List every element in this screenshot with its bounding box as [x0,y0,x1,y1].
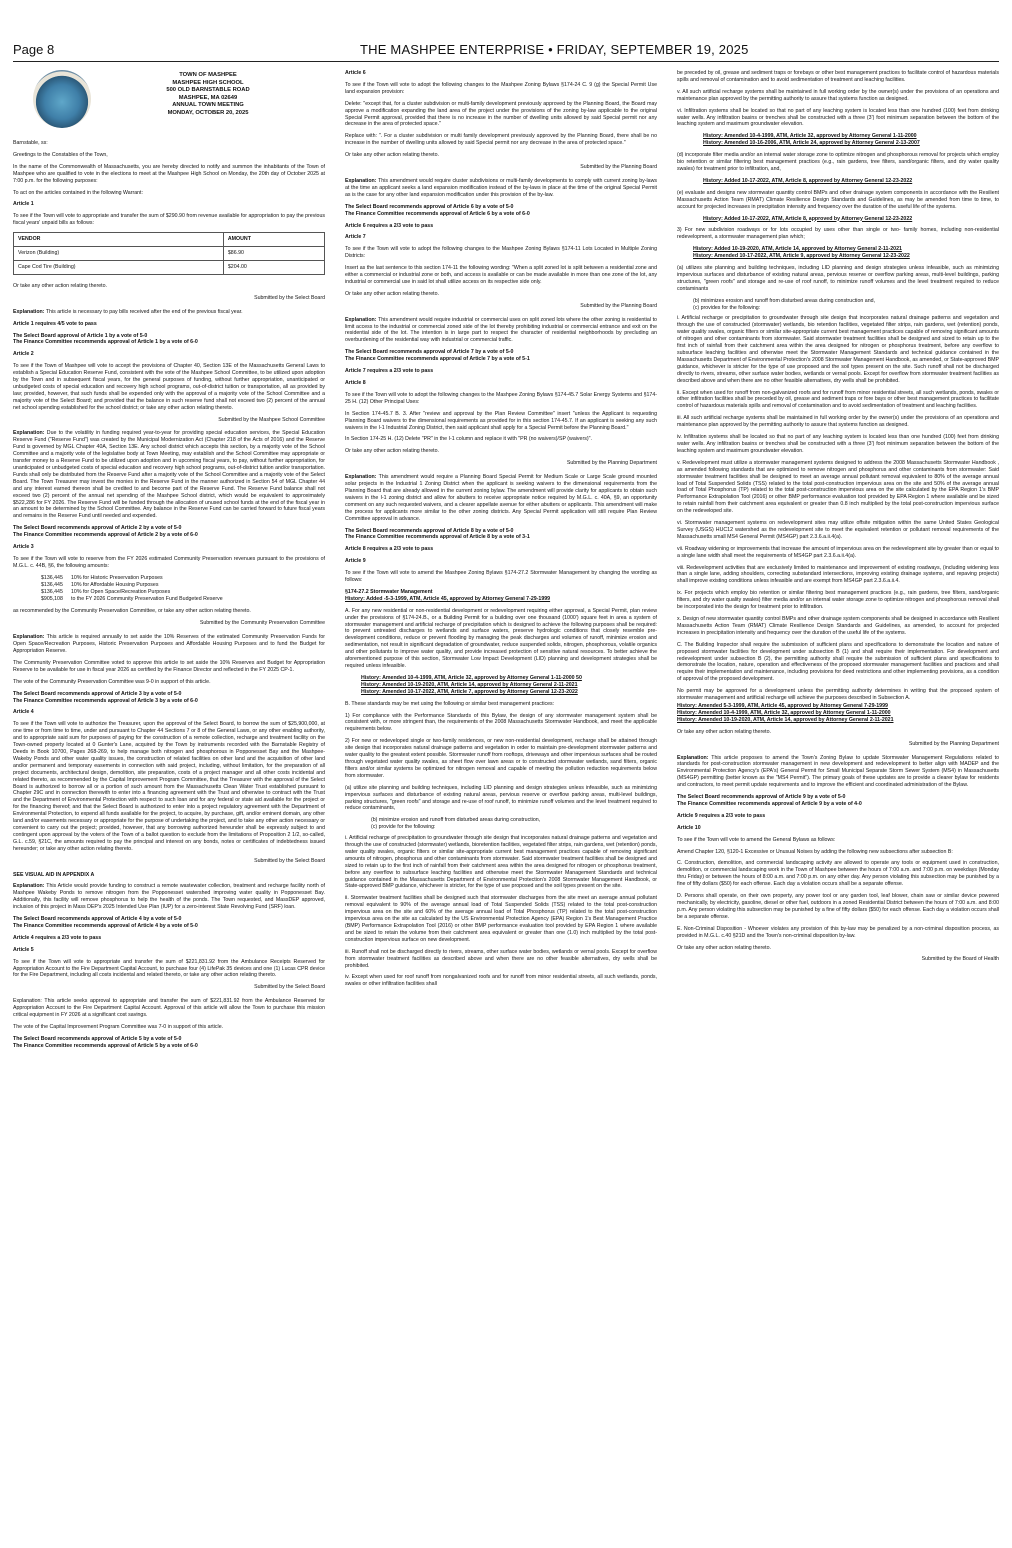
article-text: To see if the Town will vote to amend the Mashpee Zoning Bylaws §174-27.2 Stormwater Management by changing the wording as follows: [345,570,657,584]
table-header-row [14,233,325,247]
table-cell: Verizon (Building) [14,247,224,261]
submitted-by: Submitted by the Mashpee School Committee [218,416,325,423]
history-note: History: Amended 10-4-1999, ATM, Article 32, approved by Attorney General 1-11-2000 [703,133,917,140]
article-text: In Section 174-25 H. (12) Delete "PR" in the I-1 column and replace it with "PR (no waivers)/SP (waivers)". [345,436,592,443]
article-heading: Article 2 [13,351,34,358]
subsection: (a) utilize site planning and building techniques, including LID planning and design strategies unless infeasible, such as minimizing impervious surfaces and disturbance of existing natural areas, pervious reserve or overflow parking areas, multi-level buildings, parking structures, "green roofs" and storage and re-use of roof runoff, to minimize runoff volumes and the level treatment required to reduce contaminants, [345,784,657,812]
recommendation: The Select Board recommends approval of Article 4 by a vote of 5-0 [13,916,182,923]
subsection: 2) For new or redeveloped single or two-family residences, or new non-residential development, recharge shall be attained through site design that incorporates natural drainage patterns and vegetation in order to maintain pre-development stormwater patterns and water quality to the greatest extent possible. Stormwater runoff from rooftops, driveways and other impervious surfaces shall be routed through vegetated water quality swales, as sheet flow over lawn areas or to constructed stormwater wetlands, sand filters, organic filters and/or similar systems be optimized for nitrogen removal and capable of meeting the pollution reduction requirements below from stormwater. [345,738,657,779]
explanation-text: This amendment would require a Planning Board Special Permit for Medium Scale or Large Scale ground mounted solar projects in the Industrial 1 Zoning District when the applicant is seeking waivers to the dimensional requirements from the Planning Board that are already allowed in the current zoning bylaw. The amendment will provide clarity for applicants to obtain such waivers in the I-1 zoning district and allow for abutters to receive appropriate notice required by M.G.L. c. 40A, §9, an opportunity comment on any such requested waivers, and a clearer appellate avenue for either abutters or applicants. This amendment will make the process for applicants more similar to the other zoning districts. Any Special Permit application will still require Plan Review Committee approval in advance. [345,474,657,522]
recommendation: The Finance Committee recommends approval of Article 7 by a vote of 5-1 [345,356,530,363]
table-header: AMOUNT [223,233,324,247]
explanation [677,755,999,790]
article-text: Amend Chapter 120, §120-1 Excessive or Unusual Noises by adding the following new subsections after subsection B: [677,848,953,855]
article-heading: Article 5 [13,946,34,953]
explanation-text: This article proposes to amend the Town's Zoning Bylaw to update Stormwater Management Regulations related to standards for post-construction stormwater management in new development and redevelopment to better align with MADEP and the Environmental Protection Agency's (EPA's) General Permit for Small Municipal Separate Storm Sewer System (MS4) in Massachusetts (MS4GP) permitting (better known as the "MS4 Permit"). The primary goals of these updates are to provide a clearer bylaw for residents and contractors, to meet permit update requirements and to improve the efficient and coordinated administration of the Bylaw. [677,754,999,789]
intro-line: To act on the articles contained in the following Warrant: [13,189,143,196]
history-note: History: Amended 10-4-1999, ATM, Article 32, approved by Attorney General 1-11-2000 [677,709,891,716]
other-action: Or take any other action relating thereto. [13,282,107,289]
subsection: be preceded by oil, grease and sediment traps or forebays or other best management practices to facilitate control of hazardous materials spills and removal of contamination and to avoid sedimentation of treatment and leaching facilities. [677,70,999,83]
explanation-label: Explanation: [13,634,45,641]
vendor-table [13,232,325,275]
fund-list [41,575,325,603]
recommendation: The Finance Committee recommends approval of Article 3 by a vote of 6-0 [13,697,198,704]
subsection: 1) For compliance with the Performance Standards of this Bylaw, the design of any stormwater management system shall be consistent with, or more stringent than, the requirements of the 2008 Massachusetts Stormwater Handbook, and meet the applicable requirements below. [345,712,657,733]
column-1 [13,70,325,1538]
article-text: The vote of the Community Preservation Committee was 9-0 in support of this article. [13,678,211,685]
page-number: Page 8 [13,42,55,57]
vote-requirement: Article 8 requires a 2/3 vote to pass [345,546,434,553]
subsection: iv. Infiltration systems shall be located so that no part of any leaching system is located less than one hundred (100) feet from drinking water wells. Any infiltration basins or trenches shall be constructed with a three (3') foot minimum separation between the bottom of the leaching system and maximum groundwater elevation. [677,434,999,454]
recommendation: The Select Board recommends approval of Article 9 by a vote of 5-0 [677,794,846,801]
article-text: In Section 174-45.7 B. 3. After "review and approval by the Plan Review Committee" insert "unless the Applicant is requesting Planning Board waivers to the dimensional requirements as provided for in this section 174-45.7. If an applicant is seeking any such waivers in the I-1 Industrial Zoning District, then said applicant shall apply for a Special Permit before the Planning Board." [345,410,657,431]
meeting-line: ANNUAL TOWN MEETING [172,102,244,109]
submitted-by: Submitted by the Select Board [254,984,325,991]
article-text: To see if the Town will vote to amend the General Bylaws as follows: [677,836,836,843]
table-row [14,247,325,261]
subsection: (c) provide for the following: [371,824,436,831]
list-item [41,589,325,596]
meeting-line: 500 OLD BARNSTABLE ROAD [166,87,250,94]
subsection: vi. Infiltration systems shall be located so that no part of any leaching system is located less than one hundred (100) feet from drinking water wells. Any infiltration basins or trenches shall be constructed with a three (3') foot minimum separation between the bottom of the leaching system and maximum groundwater elevation. [677,107,999,128]
meeting-line: MASHPEE, MA 02649 [178,94,238,101]
recommendation: The Select Board recommends approval of Article 3 by a vote of 5-0 [13,690,182,697]
subsection: x. Design of new stormwater quantity control BMPs and other drainage system components shall be designed in accordance with Resilient Massachusetts Action Team (RMAT) Climate Resilience Design Standards and Guidelines, as amended, to account for projected increases in precipitation intensity and frequency over the duration of the useful life of the systems. [677,616,999,636]
history-note: History: Added -5-3-1999, ATM, Article 45, approved by Attorney General 7-29-1999 [345,595,551,602]
recommendation: The Select Board recommends approval of Article 7 by a vote of 5-0 [345,349,514,356]
meeting-line: MONDAY, OCTOBER 20, 2025 [167,109,249,116]
recommendation: The Finance Committee recommends approval of Article 8 by a vote of 3-1 [345,534,530,541]
article-text: Delete: "except that, for a cluster subdivision or multi-family development previously approved by the Planning Board, the Board may approve a modification expanding the land area of the project under the provisions of the zoning by-law applicable to the original Special Permit approval, provided that there is no increase in the number of dwelling units allowed by said Special permit nor any decrease in the area of protected space." [345,100,657,128]
subsection: D. Persons shall operate, on their own property, any power tool or any garden tool, leaf blower, chain saw or similar device powered mechanically, by electricity, gasoline, diesel or other fuel, outdoors in a zoned Residential District between the hours of 7:00 a.m. and 8:00 p.m. Any person violating this subsection may be punished by a fine of fifty dollars ($50) for each offense. Each day a violation occurs shall be a separate offense. [677,893,999,920]
fund-purpose: 10% for Affordable Housing Purposes [71,581,159,588]
table-row [14,260,325,274]
column-3 [677,70,999,1538]
subsection: iii. Runoff shall not be discharged directly to rivers, streams, other surface water bodies, wetlands or vernal pools. Except for overflow from stormwater treatment facilities as described above and when there are no other feasible alternatives, dry wells shall be prohibited. [345,948,657,969]
explanation [13,309,325,316]
list-item [41,596,325,603]
fund-amount: $136,445 [41,574,63,581]
recommendation: The Select Board recommends approval of Article 2 by a vote of 5-0 [13,525,182,532]
article-text: No permit may be approved for a development unless the permitting authority determines in writing that the proposed system of stormwater management and artificial recharge will achieve the purposes described in Subsection A. [677,688,999,702]
article-heading: Article 1 [13,201,34,208]
vote-requirement: Article 7 requires a 2/3 vote to pass [345,368,434,375]
article-text: The Community Preservation Committee voted to approve this article to set aside the 10% Reserves and Budget for Appropriation Reserve to be available for use in fiscal year 2026 as certified by the Finance Director and reflected in the FY 2025 CP-1. [13,659,325,673]
subsection: (b) minimizes erosion and runoff from disturbed areas during construction and, [693,297,875,304]
history-note: History: Amended 10-17-2022, ATM, Article 9, approved by Attorney General 12-23-2022 [693,253,910,260]
explanation-text: This article is necessary to pay bills received after the end of the previous fiscal year. [45,308,243,315]
submitted-by: Submitted by the Select Board [254,294,325,301]
article-text: The vote of the Capital Improvement Program Committee was 7-0 in support of this article. [13,1024,224,1030]
history-note: History: Amended 10-19-2020, ATM, Article 14, approved by Attorney General 2-11-2021 [361,681,578,688]
explanation [345,474,657,522]
section-title: §174-27.2 Stormwater Management [345,588,433,595]
subsection: (e) evaluate and designs new stormwater quantity control BMPs and other drainage system components in accordance with the Resilient Massachusetts Action Team (RMAT) Climate Resilience Design Standards and Guidelines, as may be amended from time to time, to account for projected increases in precipitation intensity and frequency over the duration of the useful life of the systems. [677,189,999,210]
recommendation: The Select Board recommends approval of Article 5 by a vote of 5-0 [13,1035,182,1042]
meeting-line: TOWN OF MASHPEE [179,72,237,78]
explanation-label: Explanation: [13,308,45,315]
subsection: B. These standards may be met using the following or similar best management practices: [345,700,555,707]
subsection: C. The Building Inspector shall require the submission of sufficient plans and specifications to demonstrate the location and nature of proposed stormwater facilities for development under subsection B (1) and shall require their implementation. For development and redevelopment under subsection B (2), the permitting authority shall require the submission of sufficient plans and specifications to demonstrate the location, nature, operation and effectiveness of the proposed stormwater management facilities and practices and shall require their implementation and maintenance, including provisions for deed restrictions and other implementing provisions, as a condition of approval of the proposed development. [677,641,999,683]
history-note: History: Amended 10-19-2020, ATM, Article 14, approved by Attorney General 2-11-2021 [677,716,894,723]
article-heading: Article 10 [677,824,701,831]
submitted-by: Submitted by the Select Board [254,857,325,864]
table-header: VENDOR [14,233,224,247]
subsection: viii. Redevelopment activities that are exclusively limited to maintenance and improvement of existing roadways, (including widening less than a single lane, adding shoulders, correcting substandard intersections, improving existing drainage systems, and repaving projects) shall improve existing conditions unless infeasible and are exempt from MS4GP part 2.3.6.a.ii.4. [677,564,999,585]
explanation [345,178,657,199]
subsection: ii. Stormwater treatment facilities shall be designed such that stormwater discharges from the site meet an average annual pollutant removal equivalent to 90% of the average annual load of Total Suspended Solids (TSS) related to the total post-construction impervious area on the site and 60% of the average annual load of Total Phosphorus (TP) related to the total post-construction impervious area on the site as calculated by the US Environmental Protection Agency (EPA) Region 1's Best Management Practice (BMP) Performance Extrapolation Tool (2016) or other BMP performance evaluation tool provided by EPA Region 1 where available and be sized to retain the volume from their catchment area equivalent or greater than one (1.0) inch multiplied by the total post-construction impervious surface on new development. [345,895,657,943]
subsection: A. For any new residential or non-residential development or redevelopment requiring either approval, a Special Permit, plan review under the provisions of §174-24.B., or a Building Permit for a building over one thousand (1000') square feet in area a system of stormwater management and artificial recharge of precipitation which is designed to achieve the following purposes shall be required: to prevent untreated discharges to wetlands and surface waters, preserve hydrologic conditions that closely resemble pre- development conditions, reduce or prevent flooding by managing the peak discharges and volumes of runoff, minimize erosion and sedimentation, not result in significant degradation of groundwater, reduce suspended solids, nitrogen, phosphorous, volatile organics and other pollutants to improve water quality, and provide increased protection of sensitive natural resources. To better achieve the aforementioned purpose of this section, Stormwater Low Impact Development (LID) planning and development strategies shall be required unless infeasible. [345,607,657,669]
fund-amount: $905,108 [41,595,63,602]
article-text: To see if the Town will vote to adopt the following changes to the Mashpee Zoning Bylaws §174-24 C. 9 (g) the Special Permit Use land expansion provision: [345,81,657,95]
explanation-label: Explanation: [13,430,45,437]
recommendation: The Finance Committee recommends approval of Article 9 by a vote of 4-0 [677,800,862,807]
vote-requirement: Article 9 requires a 2/3 vote to pass [677,812,766,819]
article-text: as recommended by the Community Preservation Committee, or take any other action relating thereto. [13,608,251,615]
subsection: v. All such artificial recharge systems shall be maintained in full working order by the owner(s) under the provisions of an operations and maintenance plan approved by the permitting authority to assure that systems function as designed. [677,88,999,102]
article-text: To see if the Town will vote to reserve from the FY 2026 estimated Community Preservation revenues pursuant to the provisions of M.G.L. c. 44B, §6, the following amounts: [13,555,325,569]
explanation [345,317,657,345]
intro-line: Barnstable, ss: [13,140,48,146]
explanation-text: This amendment would require industrial or commercial uses on split zoned lots where the other zoning is residential to limit access to the industrial or commercial zoned side of the lot thereby prohibiting industrial or commercial entrance and exit on the residential side of the lot. The intention is in large part to respect the character of residential neighborhoods by precluding an overburdening of the residential way with industrial or commercial traffic. [345,316,657,344]
explanation-label: Explanation: [345,177,377,184]
column-2 [345,70,657,1538]
article-text: To see if the Town will vote to adopt the following changes to the Mashpee Zoning Bylaws §174-45.7 Solar Energy Systems and §174-25 H. (12) Other Principal Uses: [345,391,657,405]
explanation-text: Due to the volatility in funding required year-to-year for providing special education services, the Special Education Reserve Fund (“Reserve Fund”) was created by the Municipal Modernization Act (Chapter 218 of the Acts of 2016) and the Reserve Fund is governed by MGL Chapter 40A, Section 13E. Any school district which accepts this section, by a majority vote of the School Committee and a majority vote of the legislative body at Town Meeting, may establish and the School Committee may appropriate or transfer money to a Reserve Fund to be utilized upon adoption and in upcoming fiscal years, to pay, without further appropriation, for unanticipated or unbudgeted costs of special education and recovery high school programs, out-of-district tuition and/or transportation. Funds shall only be distributed from the Reserve Fund after a majority vote of the School Committee and a majority vote of the Select Board. The Town Treasurer may invest the monies in the Reserve Fund in the manner authorized in Section 54 of MGL Chapter 44 and any interest earned thereon shall be credited to and become part of the Reserve Fund. The Reserve Fund balance shall not exceed two (2) percent of the annual net spending of the Mashpee School district, which would be equivalent to approximately $522,286 for FY 2026. The Reserve Fund will be funded through the allocation of unused school funds at the end of the fiscal year in an amount to be determined by the School Committee. Any balance in the Reserve Fund can be carried forward to future fiscal years and remains in the Reserve Fund until needed and expended. [13,430,325,520]
explanation [13,883,325,911]
other-action: Or take any other action relating thereto. [345,448,439,455]
submitted-by: Submitted by the Planning Board [580,302,657,309]
subsection: iii. All such artificial recharge systems shall be maintained in full working order by the owner(s) under the provisions of an operations and maintenance plan approved by the permitting authority to assure that systems function as designed. [677,415,999,429]
explanation-label: Explanation: [345,474,377,481]
submitted-by: Submitted by the Planning Board [580,164,657,171]
table-cell: Cape Cod Tire (Building) [14,260,224,274]
subsection: (d) incorporate filter media and/or an internal water storage zone to optimize nitrogen and phosphorous removal for projects which employ bio retention or similar filtering best management practices (e.g., rain gardens, tree filters, sand/organic filters, and dry water quality swales) for treatment prior to infiltration, and, [677,152,999,172]
town-seal-icon [33,70,91,128]
vote-requirement: Article 1 requires 4/5 vote to pass [13,320,97,327]
explanation [13,634,325,655]
history-note: History: Added 10-17-2022, ATM, Article 8, approved by Attorney General 12-23-2022 [703,215,913,222]
article-text: Replace with: ". For a cluster subdivision or multi family development previously approved by the Planning Board, there shall be no increase in the number of dwelling units allowed by said Special permit nor any decrease in the area of protected space." [345,133,657,147]
article-text: Insert as the last sentence to this section 174-11 the following wording: "When a split zoned lot is split between a residential zone and either a commercial or industrial zone or both, and access is available or can be made available in more than one zone of the lot, any industrial or commercial use in said lot shall utilize access on its respective side only. [345,265,657,285]
article-heading: Article 4 [13,709,34,716]
page-header [13,42,999,60]
subsection: (a) utilizes site planning and building techniques, including LID planning and design strategies unless infeasible, such as minimizing impervious surfaces and disturbance of existing natural areas, pervious reserve or overflow parking areas, multi-level buildings, parking structures, "green roofs" and storage and re-use of roof runoff, to minimize runoff volumes and the level treatment required to reduce contaminants [677,265,999,292]
explanation-label: Explanation: [345,316,377,323]
history-note: History: Amended 10-4-1999, ATM, Article 32, approved by Attorney General 1-11-2000 50 [361,674,582,681]
explanation-label: Explanation: [677,754,709,761]
submitted-by: Submitted by the Planning Department [566,460,657,467]
visual-aid-note: SEE VISUAL AID IN APPENDIX A [13,871,95,878]
article-heading: Article 3 [13,544,34,551]
other-action: Or take any other action relating thereto. [345,290,439,297]
other-action: Or take any other action relating thereto. [677,728,771,735]
recommendation: The Finance Committee recommends approval of Article 2 by a vote of 6-0 [13,532,198,539]
vote-requirement: Article 6 requires a 2/3 vote to pass [345,222,434,229]
article-heading: Article 8 [345,380,366,386]
subsection: vi. Stormwater management systems on redevelopment sites may utilize offsite mitigation within the same United States Geological Survey (USGS) HUC12 watershed as the redevelopment site to meet the equivalent retention or pollutant removal requirements of the Massachusetts small MS4 General Permit (MS4GP) part 2.3.6.a.ii.4(a). [677,520,999,540]
explanation [13,430,325,520]
recommendation: The Select Board recommends approval of Article 6 by a vote of 5-0 [345,203,514,210]
article-text: To see if the Town will vote to appropriate and transfer the sum of $290.90 from revenue available for appropriation to pay the previous fiscal years' unpaid bills as follows: [13,213,325,227]
explanation-text: This article is required annually to set aside the 10% Reserves of the estimated Community Preservation Funds for Open Space/Recreation Purposes, Historic Preservation Purposes and Affordable Housing Purposes and to fund the Budget for Appropriation Reserve. [13,634,325,655]
table-cell: $204.00 [223,260,324,274]
explanation: Explanation: This article seeks approval to appropriate and transfer the sum of $221,831.92 from the Ambulance Reserved for Appropriation Account to the Fire Department Capital Account. Approval of this article will allow the Town to purchase this mission critical equipment in FY 2026 at a significant cost savings. [13,998,325,1019]
subsection: i. Artificial recharge of precipitation to groundwater through site design that incorporates natural drainage patterns and vegetation and through the use of constructed (stormwater) wetlands, bioretention facilities, vegetated filter strips, rain gardens, wet (retention) ponds, water quality swales, organic filters or similar site-appropriate current best management practices capable of removing significant amounts of nitrogen, phosphorus and other contaminants from stormwater. Said stormwater treatment facilities shall be designed and sized to retain up to the first inch of rainfall from their catchment area within the area designed for nitrogen or phosphorus treatment, before any overflow to subsurface leaching facilities and otherwise meet the Stormwater Management Standards and technical guidance contained in the Massachusetts Department of Environmental Protection's 2008 Stormwater Management Handbook, or State-approved BMP guidance, whichever is stricter, for the type of use proposed and the soil types present on the site. [345,835,657,890]
subsection: ii. Except when used for runoff from non-galvanized roofs and for runoff from minor residential streets, all such wetlands, ponds, swales or other infiltration facilities shall be preceded by oil, grease and sediment traps or fore bays or other best management practices to facilitate control of hazardous materials spills and removal of contamination and to avoid sedimentation of treatment and leaching facilities. [677,389,999,410]
submitted-by: Submitted by the Planning Department [908,740,999,747]
subsection: 3) For new subdivision roadways or for lots occupied by uses other than single or two- family homes, including non-residential redevelopment, a stormwater management plan which; [677,227,999,241]
submitted-by: Submitted by the Community Preservation Committee [199,620,325,627]
fund-purpose: 10% for Open Space/Recreation Purposes [71,588,171,595]
recommendation: The Finance Committee recommends approval of Article 1 by a vote of 6-0 [13,339,198,346]
recommendation: The Select Board recommends approval of Article 8 by a vote of 5-0 [345,527,514,534]
article-text: To see if the Town will vote to adopt the following changes to the Mashpee Zoning Bylaws §174-11 Lots Located in Multiple Zoning Districts: [345,246,657,260]
article-text: To see if the Town will vote to appropriate and transfer the sum of $221,831.92 from the Ambulance Receipts Reserved for Appropriation Account to the Fire Department Capital Account, to purchase four (4) LifePak 35 devices and one (1) Lucas CPR device for the Fire Department, including all costs incidental and related thereto, or take any other action relating thereto. [13,958,325,979]
recommendation: The Finance Committee recommends approval of Article 6 by a vote of 6-0 [345,210,530,217]
fund-purpose: to the FY 2026 Community Preservation Fund Budgeted Reserve [71,595,223,602]
subsection: v. Redevelopment must utilize a stormwater management systems designed to address the 2008 Massachusetts Stormwater Handbook , as amended following standards that are optimized to remove nitrogen and phosphorus and other contaminants from stormwater: Said stormwater treatment facilities shall be designed to meet an average annual pollutant removal equivalent to 80% of the average annual load of Total Suspended Solids (TSS) related to the total post-construction impervious area on the site and 50% of the average annual load of Total Phosphorus (TP) related to the total post-construction impervious area on the site calculated by the EPA Region 1's BMP Performance Extrapolation Tool (2016) or other BMP performance evaluation tool provided by EPA Region 1 where available and be sized to retain rainfall from their catchment area equivalent or greater than 0.8 inch multiplied by the total post-construction impervious surface on the redeveloped site. [677,459,999,515]
article-heading: Article 7 [345,234,366,241]
submitted-by: Submitted by the Board of Health [921,956,999,963]
other-action: Or take any other action relating thereto. [345,152,439,159]
article-heading: Article 6 [345,70,366,76]
subsection: (c) provides for the following: [693,304,761,311]
explanation-text: This amendment would require cluster subdivisions or multi-family developments to comply with current zoning by-laws at the time an applicant seeks a land expansion modification instead of the by-laws in place at the time of the original Special Permit as is the case for any other land expansion modification under this provision of the by-law. [345,177,657,198]
history-note: History: Amended 10-17-2022, ATM, Article 7, approved by Attorney General 12-23-2022 [361,688,578,695]
intro-line: Greetings to the Constables of the Town, [13,151,108,158]
warrant-header [13,70,325,128]
subsection: E. Non-Criminal Disposition - Whoever violates any provision of this by-law may be penalized by a non-criminal disposition process, as provided in M.G.L. c.40 §21D and the Town's non-criminal disposition by-law. [677,925,999,939]
subsection: iv. Except when used for roof runoff from nongalvanized roofs and for runoff from minor residential streets, all such wetlands, ponds, swales or other infiltration facilities shall [345,974,657,988]
header-rule [13,61,999,62]
list-item [41,575,325,582]
meeting-info [91,70,325,118]
subsection: C. Construction, demolition, and commercial landscaping activity are allowed to operate any tools or equipment used in construction, demolition, or commercial landscaping work in the Town of Mashpee between the hours of 7:00 a.m. and 7:00 p.m. on weekdays (Monday thru Friday) or between the hours of 8:00 a.m. and 7:00 p.m. on any other day. Any person violating this subsection may be punished by a fine of fifty dollars ($50) for each offense. Each day a violation occurs shall be a separate offense. [677,860,999,888]
fund-purpose: 10% for Historic Preservation Purposes [71,574,163,581]
recommendation: The Select Board approval of Article 1 by a vote of 5-0 [13,332,148,339]
subsection: (b) minimize erosion and runoff from disturbed areas during construction, [371,817,541,824]
recommendation: The Finance Committee recommends approval of Article 4 by a vote of 5-0 [13,922,198,929]
history-note: History: Added 10-19-2020, ATM, Article 14, approved by Attorney General 2-11-2021 [693,246,902,253]
article-text: To see if the Town of Mashpee will vote to accept the provisions of Chapter 40, Section 13E of the Massachusetts General Laws to establish a Special Education Reserve Fund, consistent with the vote of the Mashpee School Committee, to be utilized upon adoption by the Town and in subsequent fiscal years, for the general purposes of funding, without further appropriation, unanticipated or unbudgeted costs of special education and recovery high school programs, out-of-district tuition or transportation, all as provided by law; provided, however, that such funds shall be expended only with the approval of a majority vote of the School Committee and a majority vote of the Select Board; and provided that the balance in such reserve fund shall not exceed two (2) percent of the annual net school spending established for the school district; or take any other action relating thereto. [13,363,325,411]
explanation-label: Explanation: [13,883,45,890]
list-item [41,582,325,589]
history-note: History: Amended 5-3-1999, ATM, Article 45, approved by Attorney General 7-29-1999 [677,702,888,709]
recommendation: The Finance Committee recommends approval of Article 5 by a vote of 6-0 [13,1042,198,1049]
fund-amount: $136,445 [41,581,63,588]
subsection: vii. Roadway widening or improvements that increase the amount of impervious area on the redevelopment site by greater than or equal to a single lane width shall meet the requirements of MS4GP part 2.3.6.a.ii.4(a). [677,545,999,559]
history-note: History: Added 10-17-2022, ATM, Article 8, approved by Attorney General 12-23-2022 [703,177,913,184]
table-cell: $86.90 [223,247,324,261]
article-heading: Article 9 [345,558,366,565]
article-text: To see if the Town will vote to authorize the Treasurer, upon the approval of the Select Board, to borrow the sum of $25,900,000, at one time or from time to time, under and pursuant to Chapter 44 Sections 7 or 8 of the General Laws, or any other enabling authority, and to appropriate said sum for purposes of paying for the construction of a remote collection, recharge and treatment facility on the Town-owned property located at 0 Gunter's Lane, acquired by the Town by instruments recorded with the Barnstable Registry of Deeds in Book 10700, Pages 268-269, to help manage both nitrogen and phosphorous in Popponesset Bay and the Mashpee-Wakeby Ponds and other water quality issues, the construction of related facilities on other land and the acquisition of other land and/or permanent and temporary easements in connection with said project, including, without limitation, for the preparation of all project documents, architectural design, demolition, site preparation, costs of a project manager and all other costs incidental and related thereto, as recommended by the Capital Improvement Program Committee, that the Treasurer with the approval of the Select Board is authorized to borrow all or a portion of such amount from the Massachusetts Clean Water Trust established pursuant to Chapter 29C and in connection therewith to enter into a financing agreement with the Trust and otherwise to contract with the Trust and the Department of Environmental Protection with respect to such loan and for any federal or state aid available for the project or for the financing thereof; and that the Select Board is authorized to enter into a project regulatory agreement with the Department of Environmental Protection, to expend all funds available for the project, to acquire, by purchase, gift, and/or eminent domain, any other land and/or easements necessary or appropriate for the purpose of undertaking the project, and to take any other action necessary or convenient to carry out the project; provided, however, that any borrowing authorized hereunder shall be expressly subject to and contingent upon approval by the voters of the Town of a ballot question to exclude from the limitations of Proposition 2 1/2, so-called, G.L. c.59, §21C, the amounts required to pay the principal and interest on any bonds, notes or certificates of indebtedness issued hereunder; or take any other action relating thereto. [13,721,325,852]
subsection: i. Artificial recharge or precipitation to groundwater through site design that incorporates natural drainage patterns and vegetation and through the use of constructed (stormwater) wetlands, bio retention facilities, vegetated filter strips, rain gardens, wet (retention) ponds, water quality swales, organic filters or similar site-appropriate current best management practices capable of removing significant amounts of nitrogen and other contaminants from stormwater. Said stormwater treatment facilities shall be designed and sized to retain up to the first inch of rainfall from their catchment area within the area designed for nitrogen or phosphorus treatment, before any overflow to subsurface leaching facilities and otherwise meet the Stormwater Management Standards and technical guidance contained in the Massachusetts Department of Environmental Protection's 2008 Stormwater Management Handbook, as amended, or State-approved BMP guidance, whichever is stricter for the type of use proposed and the soil types present on the site. Such runoff shall not be discharged directly to rivers, streams, other surface water bodies, wetlands or vernal pools. Except for overflow from stormwater treatment facilities as described above and when there are no other feasible alternatives, dry wells shall be prohibited. [677,315,999,384]
vote-requirement: Article 4 requires a 2/3 vote to pass [13,934,102,941]
history-note: History: Amended 10-16-2006, ATM, Article 24, approved by Attorney General 2-13-2007 [703,140,920,147]
subsection: ix. For projects which employ bio retention or similar filtering best management practices (e.g., rain gardens, tree filters, sand/organic filters, and dry water quality swales) filter media and/or an internal water storage zone to optimize nitrogen and phosphorous removal shall be incorporated into the design for treatment prior to infiltration. [677,590,999,611]
fund-amount: $136,445 [41,588,63,595]
explanation-text: This Article would provide funding to construct a remote wastewater collection, treatment and recharge facility north of Mashpee Wakeby Ponds to remove nitrogen from the Popponesset watershed improving water quality in Popponesset Bay. Additionally, this facility will remove phosphorus to help the health of the ponds. The Town requested, and MassDEP approved, inclusion of this project in Mass DEP's 2025 Intended Use Plan (IUP) for a zero-interest State Revolving Fund (SRF) loan. [13,883,325,911]
intro-line: In the name of the Commonwealth of Massachusetts, you are hereby directed to notify and summon the inhabitants of the Town of Mashpee who are qualified to vote in the elections to meet at the Mashpee High School on Monday, the 20th day of October 2025 at 7:00 p.m. for the following purposes: [13,163,325,184]
paper-title: THE MASHPEE ENTERPRISE • FRIDAY, SEPTEMBER 19, 2025 [360,42,749,57]
other-action: Or take any other action relating thereto. [677,944,771,951]
meeting-line: MASHPEE HIGH SCHOOL [172,79,244,86]
